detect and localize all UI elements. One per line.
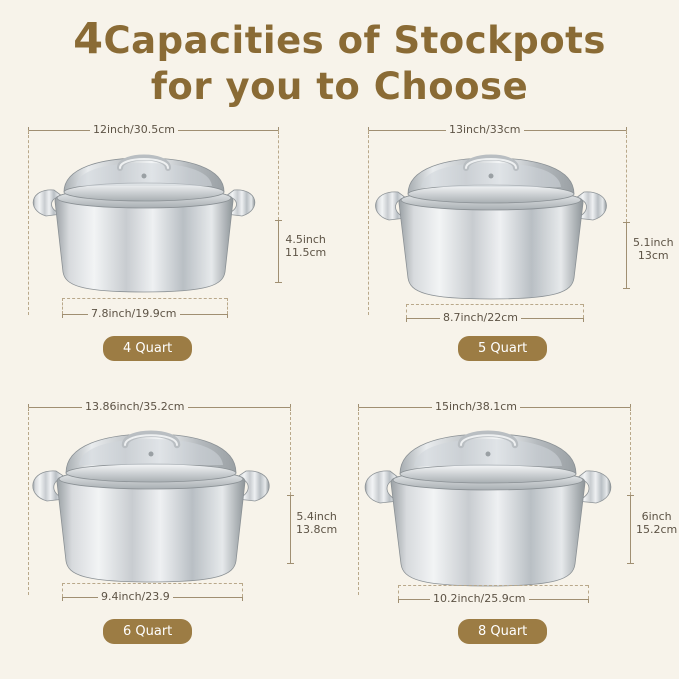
pot-cell-8-quart: [340, 387, 679, 657]
dim-bottom-guide-right: [583, 304, 584, 318]
pot-cell-5-quart: [340, 112, 679, 382]
dim-height-tick-bottom: [627, 563, 634, 564]
dim-width-top-label: 12inch/30.5cm: [90, 123, 178, 136]
dim-bottom-guide-right: [227, 298, 228, 314]
dim-height-line: [630, 495, 631, 563]
dim-height-line: [290, 495, 291, 563]
dim-height-tick-top: [627, 495, 634, 496]
dim-bottom-guide: [62, 583, 242, 584]
pot-illustration-4-quart: [20, 152, 290, 312]
dim-width-top-label: 13.86inch/35.2cm: [82, 400, 188, 413]
badge-6-quart: 6 Quart: [103, 619, 192, 644]
dim-bottom-guide: [398, 585, 588, 586]
dim-height-line: [626, 222, 627, 288]
dim-height-label: 5.1inch 13cm: [630, 237, 677, 262]
title-line-2: for you to Choose: [150, 64, 529, 108]
pot-illustration-6-quart: [20, 427, 300, 599]
dim-height-tick-bottom: [623, 288, 630, 289]
badge-8-quart: 8 Quart: [458, 619, 547, 644]
title-line-1: Capacities of Stockpots: [103, 19, 606, 62]
dim-width-bottom-label: 7.8inch/19.9cm: [88, 307, 180, 320]
dim-bottom-guide-left: [406, 304, 407, 318]
dim-bottom-guide-right: [242, 583, 243, 597]
dim-bottom-guide-left: [62, 583, 63, 597]
dim-width-top-label: 13inch/33cm: [446, 123, 524, 136]
dim-width-bottom-label: 9.4inch/23.9: [98, 590, 173, 603]
pot-cell-4-quart: [0, 112, 339, 382]
dim-height-label: 4.5inch 11.5cm: [282, 234, 329, 259]
dim-bottom-guide-right: [588, 585, 589, 599]
pot-cell-6-quart: [0, 387, 339, 657]
pot-illustration-8-quart: [352, 427, 640, 602]
dim-bottom-guide: [406, 304, 583, 305]
dim-height-tick-top: [623, 222, 630, 223]
dim-bottom-guide-left: [398, 585, 399, 599]
dim-height-tick-top: [287, 495, 294, 496]
dim-height-tick-top: [275, 220, 282, 221]
dim-height-label: 5.4inch 13.8cm: [293, 511, 340, 536]
pot-grid: [0, 112, 679, 672]
dim-height-label: 6inch 15.2cm: [633, 511, 679, 536]
title-number: 4: [73, 14, 104, 64]
dim-width-bottom-label: 10.2inch/25.9cm: [430, 592, 529, 605]
page-title: [0, 0, 679, 108]
dim-height-tick-bottom: [287, 563, 294, 564]
pot-illustration-5-quart: [362, 152, 637, 317]
dim-height-line: [278, 220, 279, 282]
badge-5-quart: 5 Quart: [458, 336, 547, 361]
dim-height-tick-bottom: [275, 282, 282, 283]
dim-bottom-guide: [62, 298, 227, 299]
dim-width-bottom-label: 8.7inch/22cm: [440, 311, 521, 324]
dim-bottom-guide-left: [62, 298, 63, 314]
dim-width-top-label: 15inch/38.1cm: [432, 400, 520, 413]
badge-4-quart: 4 Quart: [103, 336, 192, 361]
